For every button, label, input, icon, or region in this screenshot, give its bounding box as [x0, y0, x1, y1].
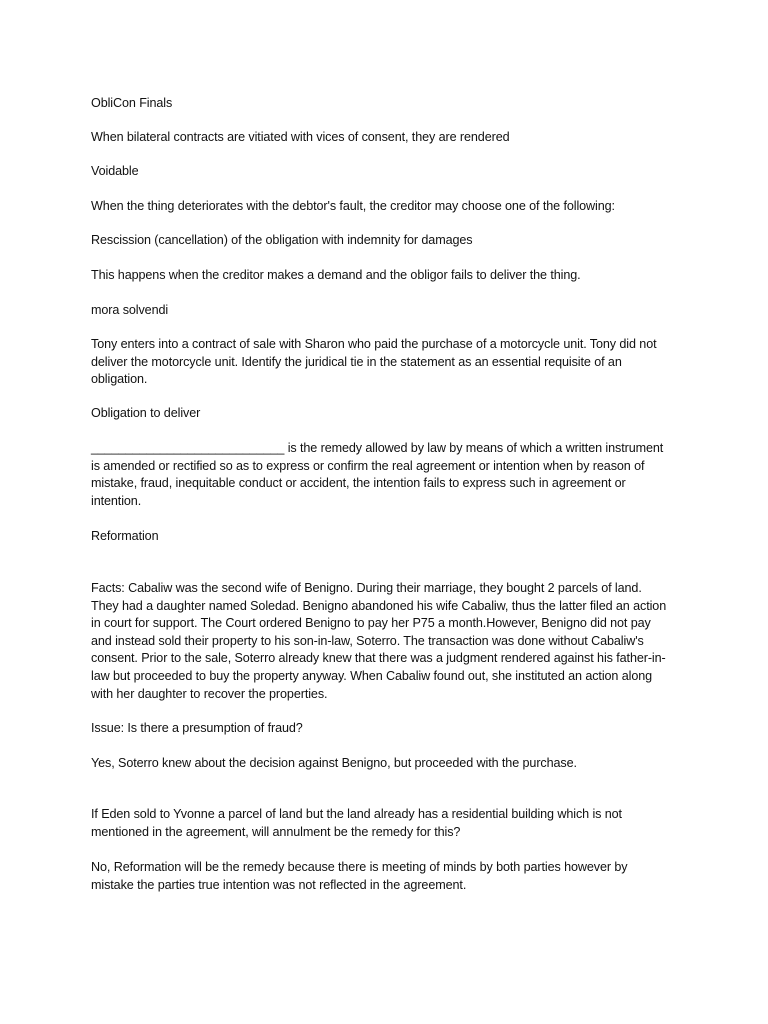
case-answer: Yes, Soterro knew about the decision against Benigno, but proceeded with the purchase.	[91, 756, 577, 770]
question-juridical-tie: Tony enters into a contract of sale with Sharon who paid the purchase of a motorcycle unit. Tony did not deliver the motorcycle unit. Identify the juridical tie in the statement as an essential requisite of an obligation.	[91, 337, 657, 387]
case-facts: Facts: Cabaliw was the second wife of Benigno. During their marriage, they bought 2 parcels of land. They had a daughter named Soledad. Benigno abandoned his wife Cabaliw, thus the latter filed an action in court for support. The Court ordered Benigno to pay her P75 a month.However, Benigno did not pay and instead sold their property to his son-in-law, Soterro. The transaction was done without Cabaliw's consent. Prior to the sale, Soterro already knew that there was a judgment rendered against his father-in-law but proceeded to buy the property anyway. When Cabaliw found out, she instituted an action along with her daughter to recover the properties.	[91, 581, 667, 701]
answer-obligation-to-deliver: Obligation to deliver	[91, 406, 201, 420]
answer-reformation-remedy: No, Reformation will be the remedy because there is meeting of minds by both parties however by mistake the parties true intention was not reflected in the agreement.	[91, 860, 628, 892]
document-title: ObliCon Finals	[91, 96, 173, 110]
question-demand: This happens when the creditor makes a demand and the obligor fails to deliver the thing.	[91, 268, 581, 282]
answer-reformation: Reformation	[91, 529, 159, 543]
question-vitiated-contracts: When bilateral contracts are vitiated with vices of consent, they are rendered	[91, 130, 510, 144]
answer-voidable: Voidable	[91, 164, 139, 178]
answer-rescission: Rescission (cancellation) of the obligation with indemnity for damages	[91, 233, 473, 247]
question-remedy: ____________________________ is the remedy allowed by law by means of which a written instrument is amended or rectified so as to express or confirm the real agreement or intention when by reason of mistake, fraud, inequitable conduct or accident, the intention fails to express such in agreement or intention.	[91, 441, 664, 508]
case-issue: Issue: Is there a presumption of fraud?	[91, 721, 303, 735]
question-annulment: If Eden sold to Yvonne a parcel of land but the land already has a residential building which is not mentioned in the agreement, will annulment be the remedy for this?	[91, 807, 622, 839]
answer-mora-solvendi: mora solvendi	[91, 303, 169, 317]
question-deterioration: When the thing deteriorates with the debtor's fault, the creditor may choose one of the following:	[91, 199, 615, 213]
